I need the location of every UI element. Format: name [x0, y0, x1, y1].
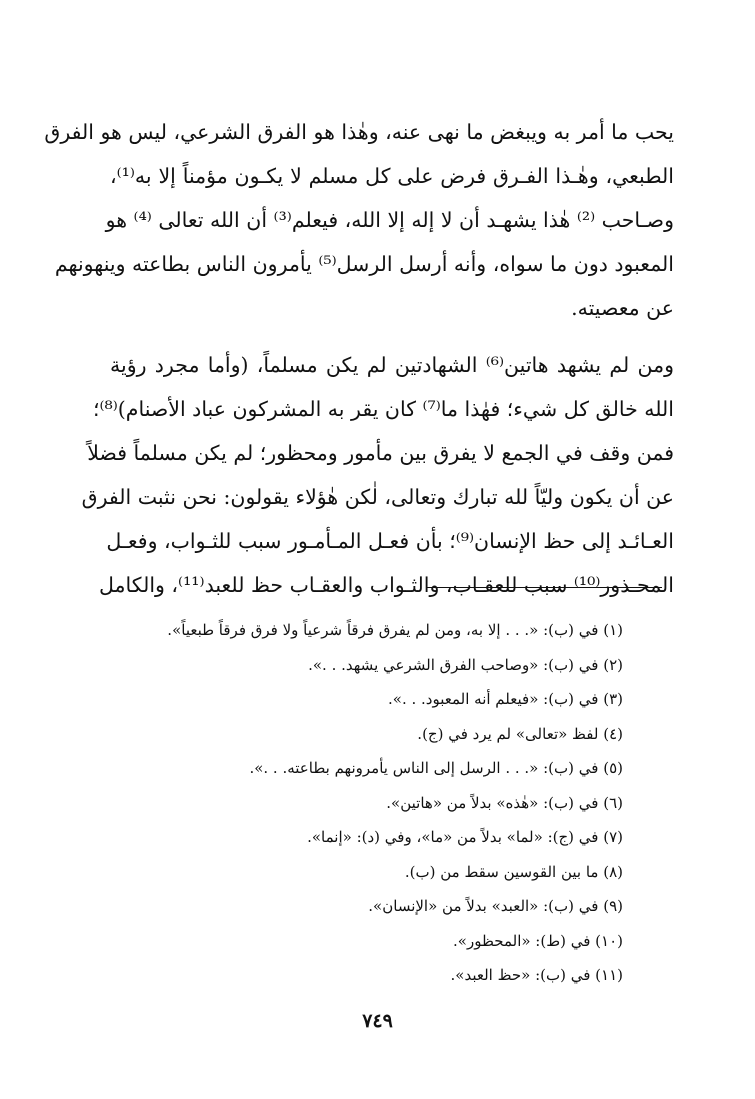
footnote: (١١) في (ب): «حظ العبد».	[450, 966, 623, 984]
footnote-separator	[426, 587, 662, 588]
footnote: (٢) في (ب): «وصاحب الفرق الشرعي يشهد. . .».	[308, 655, 623, 674]
footnotes	[103, 613, 623, 993]
footnote: (٣) في (ب): «فيعلم أنه المعبود. . .».	[388, 690, 623, 708]
text-line: ومن لم يشهد هاتين⁽⁶⁾ الشهادتين لم يكن مسلماً، (وأما مجرد رؤية	[110, 353, 674, 377]
text-line: المحـذور⁽¹⁰⁾ سبب للعقـاب، والثـواب والعقـاب حظ للعبد⁽¹¹⁾، والكامل	[99, 573, 674, 597]
footnote: (١٠) في (ط): «المحظور».	[453, 931, 623, 950]
text-line: عن أن يكون وليّاً لله تبارك وتعالى، لٰكن هٰؤلاء يقولون: نحن نثبت الفرق	[81, 485, 674, 509]
text-line: فمن وقف في الجمع لا يفرق بين مأمور ومحظور؛ لم يكن مسلماً فضلاً	[87, 441, 674, 465]
text-line: الطبعي، وهٰـذا الفـرق فرض على كل مسلم لا يكـون مؤمناً إلا به⁽¹⁾،	[110, 164, 674, 188]
text-line: يحب ما أمر به ويبغض ما نهى عنه، وهٰذا هو الفرق الشرعي، ليس هو الفرق	[44, 120, 674, 144]
footnote: (٦) في (ب): «هٰذه» بدلاً من «هاتين».	[386, 793, 623, 812]
footnote: (٤) لفظ «تعالى» لم يرد في (ج).	[417, 724, 623, 743]
main-text	[44, 110, 674, 607]
page-number: ٧٤٩	[362, 1010, 393, 1032]
text-line: عن معصيته.	[571, 296, 674, 320]
footnote: (٧) في (ج): «لما» بدلاً من «ما»، وفي (د): «إنما».	[307, 828, 623, 846]
footnote: (٥) في (ب): «. . . الرسل إلى الناس يأمرونهم بطاعته. . .».	[249, 759, 623, 777]
text-line: وصـاحب ⁽²⁾ هٰذا يشهـد أن لا إله إلا الله، فيعلم⁽³⁾ أن الله تعالى ⁽⁴⁾ هو	[105, 208, 674, 232]
text-line: الله خالق كل شيء؛ فهٰذا ما⁽⁷⁾ كان يقر به المشركون عباد الأصنام)⁽⁸⁾؛	[92, 397, 674, 421]
text-line: العـائـد إلى حظ الإنسان⁽⁹⁾؛ بأن فعـل المـأمـور سبب للثـواب، وفعـل	[106, 529, 674, 553]
footnote: (٩) في (ب): «العبد» بدلاً من «الإنسان».	[368, 897, 623, 915]
footnote: (١) في (ب): «. . . إلا به، ومن لم يفرق فرقاً شرعياً ولا فرق فرقاً طبعياً».	[167, 621, 623, 639]
paragraph-gap	[110, 330, 674, 343]
text-line: المعبود دون ما سواه، وأنه أرسل الرسل⁽⁵⁾ يأمرون الناس بطاعته وينهونهم	[54, 252, 674, 276]
footnote: (٨) ما بين القوسين سقط من (ب).	[404, 862, 623, 881]
